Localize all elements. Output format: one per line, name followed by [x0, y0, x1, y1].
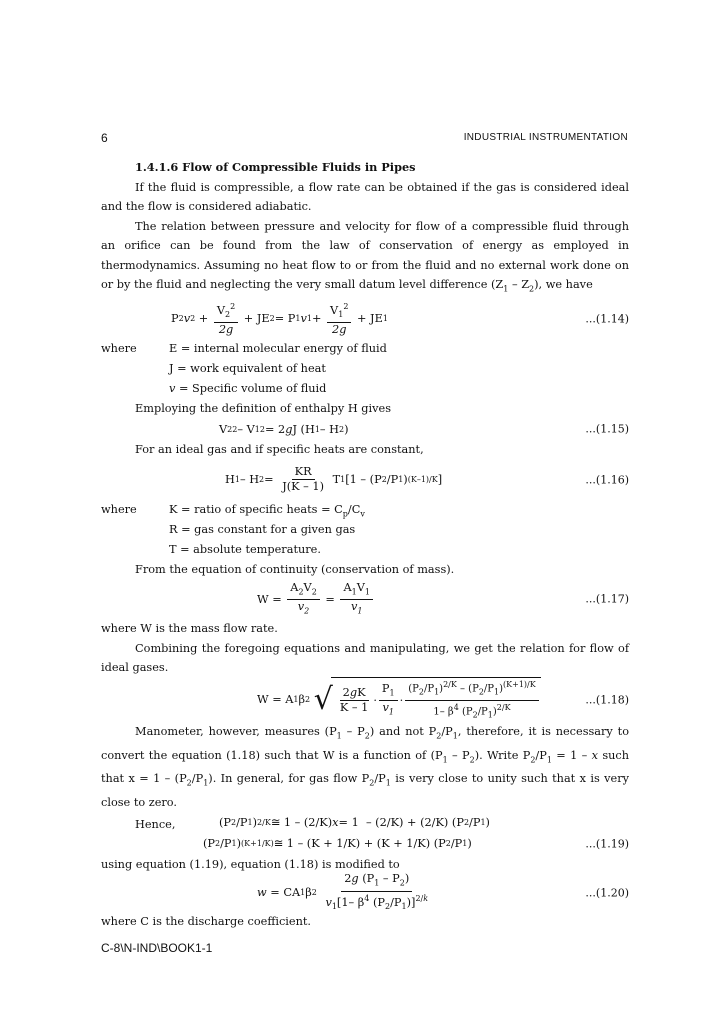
definition-text: J = work equivalent of heat [169, 361, 326, 375]
equation-number: ...(1.19) [585, 837, 629, 851]
continuity-line: From the equation of continuity (conservation of mass). [135, 562, 455, 576]
manometer-text-c: ). In general, for gas flow P [208, 772, 370, 786]
definition-text-v: v = Specific volume of fluid [169, 381, 327, 395]
equation-1-20-expression: w = CA 1 β 2 $\frac{2g (P_1 - P_2)}{v_1[1- \beta^4 (P_2/P_1)]^{2/k}}$ [257, 872, 429, 911]
definition-v [101, 379, 629, 399]
equation-1-20 [101, 874, 629, 912]
definition-text: K = ratio of specific heats = C [169, 502, 343, 516]
definition-text: E = internal molecular energy of fluid [169, 341, 387, 355]
equation-1-19 [101, 834, 629, 855]
paragraph-pressure-velocity: The relation between pressure and velocity for flow of a compressible fluid through an orifice can be found from the law of conservation of energy as employed in thermodynamics. Assuming no heat flow to or from the fluid and no external work done on or by the fluid and neglecting the very small datum level difference $(Z_1 - Z_2)$, we have [101, 219, 629, 294]
where-label: where [101, 341, 137, 355]
pv-text-b: – Z [508, 278, 530, 291]
equation-1-17-expression: W = $\frac{A_2V_2}{v_2}$ = $\frac{A_1V_1}{v_1}$ [257, 579, 375, 619]
manometer-text-d: is very close to unity such that x is very close to zero. [101, 772, 629, 809]
pv-text-c: ), we have [534, 278, 593, 291]
equation-number: ...(1.18) [585, 693, 629, 706]
definition-k [101, 500, 629, 520]
definition-t [101, 540, 629, 560]
page-body [101, 158, 629, 932]
enthalpy-line: Employing the definition of enthalpy H gives [135, 401, 392, 415]
hence-line-1 [101, 813, 629, 834]
paragraph-compressible: If the fluid is compressible, a flow rate can be obtained if the gas is considered ideal and the flow is considered adiabatic. [101, 180, 629, 213]
using-line: using equation (1.19), equation (1.18) is modified to [101, 857, 400, 871]
definition-text: R = gas constant for a given gas [169, 522, 356, 536]
equation-1-14-expression: P 2 v 2 + $\frac{V_2^2}{2g}$ + JE 2 = P 1 v 1 + $\frac{V_1^2}{2g}$ + JE 1 [171, 302, 388, 337]
equation-1-19-expression: (P 2 /P 1 ) (K+1/K) ≅ 1 – (K + 1/K) + (K + 1/K) (P 2 /P 1 ) [203, 837, 472, 851]
manometer-text-a: Manometer, however, measures (P [135, 724, 337, 738]
definition-text-k: K = ratio of specific heats = $C_p/C_v$ [169, 502, 365, 518]
equation-number: ...(1.20) [585, 886, 629, 900]
equation-1-18-expression: W = A 1 β 2 √ $\frac{2gK}{K - 1}$ · $\frac{P_1}{v_1}$ · $\frac{(P_2/P_1)^{2/K} - (P_2/P_1)^{(K+1)/K}}{1- \beta^4 (P_2/P_1)^{2/K}}$ [257, 678, 541, 722]
sqrt-icon: √ [313, 681, 333, 717]
equation-number: ...(1.17) [585, 592, 629, 606]
page-number: 6 [101, 131, 108, 145]
equation-number: ...(1.16) [585, 473, 629, 486]
equation-number: ...(1.14) [585, 312, 629, 325]
equation-1-15 [101, 418, 629, 440]
hence-label: Hence, [135, 817, 176, 831]
definition-text: T = absolute temperature. [169, 542, 321, 556]
definition-j [101, 359, 629, 379]
discharge-line: where C is the discharge coefficient. [101, 915, 312, 928]
equation-1-18 [101, 678, 629, 722]
equation-1-17 [101, 579, 629, 619]
equation-1-16-expression: H 1 – H 2 = $\frac{KR}{J(K - 1)}$ T 1 [1 – (P 2 /P 1 ) (K–1)/K ] [225, 465, 443, 494]
paragraph-manometer: Manometer, however, measures $(P_1 - P_2)$ and not $P_2/P_1$, therefore, it is necessary to convert the equation (1.18) such that W is a function of $(P_1 - P_2)$. Write $P_2/P_1 = 1 - x$ such that $x = 1 - (P_2/P_1)$. In general, for gas flow $P_2/P_1$ is very close to unity such that x is very close to zero. [101, 724, 630, 809]
hence-expression-1: (P 2 /P 1 ) 2/K ≅ 1 – (2/K) x = 1 – (2/K) + (2/K) (P 2 /P 1 ) [219, 816, 490, 830]
sqrt-content: $\frac{2gK}{K - 1}$ · $\frac{P_1}{v_1}$ · $\frac{(P_2/P_1)^{2/K} - (P_2/P_1)^{(K+1)/K}}{1- \beta^4 (P_2/P_1)^{2/K}}$ [331, 677, 541, 722]
manometer-text-b: such that x = 1 – (P [101, 748, 630, 786]
definition-r [101, 520, 629, 540]
mass-flow-line: where W is the mass flow rate. [101, 622, 278, 636]
where-label: where [101, 502, 137, 516]
pv-text-a: The relation between pressure and velocity for flow of a compressible fluid through an orifice can be found from the law of conservation of energy as employed in thermodynamics. Assuming no heat flow to or from the fluid and no external work done on or by the fluid and neglecting the very small datum level difference (Z [101, 219, 629, 291]
equation-number: ...(1.15) [585, 422, 629, 436]
ideal-gas-line: For an ideal gas and if specific heats are constant, [135, 443, 424, 457]
footer-code: C-8\N-IND\BOOK1-1 [101, 941, 213, 955]
paragraph-combining: Combining the foregoing equations and manipulating, we get the relation for flow of ideal gases. [101, 641, 629, 675]
section-heading: 1.4.1.6 Flow of Compressible Fluids in Pipes [135, 160, 416, 174]
equation-1-15-expression: V 2 2 – V 1 2 = 2 g J (H 1 – H 2 ) [219, 422, 349, 436]
definition-text: = Specific volume of fluid [178, 381, 327, 395]
definition-e [101, 339, 629, 359]
running-title: INDUSTRIAL INSTRUMENTATION [463, 132, 628, 143]
equation-1-14 [101, 299, 629, 339]
equation-1-16 [101, 460, 629, 500]
